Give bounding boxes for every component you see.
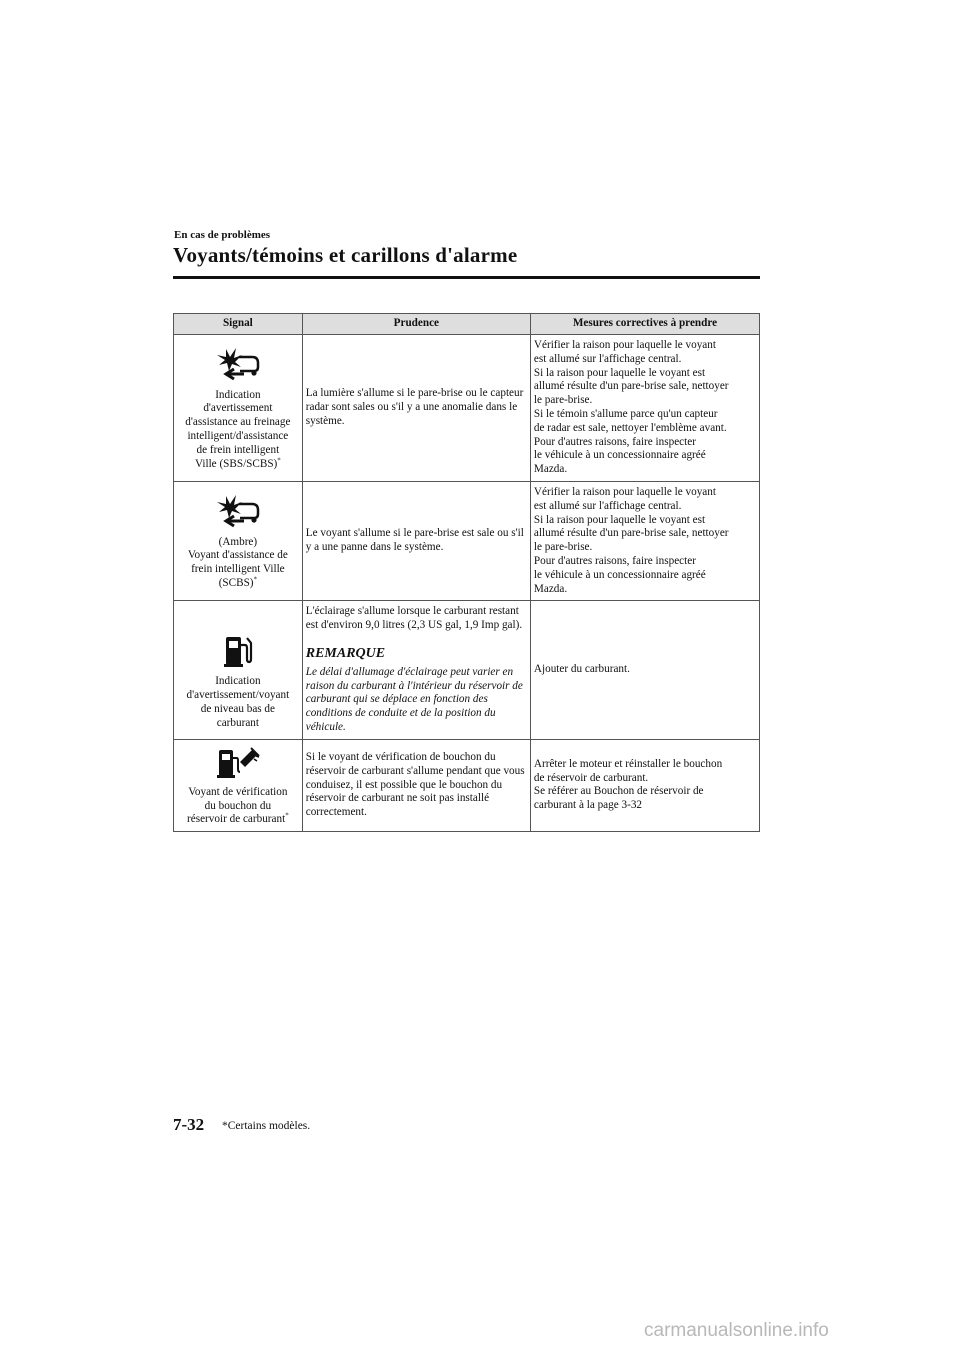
mesures-line: Ajouter du carburant. [533, 663, 630, 676]
signal-cell [174, 335, 303, 482]
column-header-signal: Signal [174, 314, 303, 335]
table-row [174, 481, 760, 600]
mesures-line: de réservoir de carburant. [533, 771, 649, 784]
fuel-cap-check-icon [216, 744, 260, 780]
mesures-line: allumé résulte d'un pare-brise sale, nettoyer [533, 527, 729, 540]
scbs-amber-icon [214, 492, 262, 530]
prudence-cell: Le voyant s'allume si le pare-brise est sale ou s'il y a une panne dans le système. [302, 481, 530, 600]
signal-line: d'avertissement [203, 402, 273, 415]
mesures-line: Si la raison pour laquelle le voyant est [533, 513, 706, 526]
remarque-title: REMARQUE [305, 645, 386, 661]
mesures-line: Mazda. [533, 463, 568, 476]
mesures-line: Arrêter le moteur et réinstaller le bouchon [533, 757, 723, 770]
section-label: En cas de problèmes [174, 229, 271, 241]
remarque-text: Le délai d'allumage d'éclairage peut varier en raison du carburant à l'intérieur du réservoir de carburant qui se déplace en fonction des conditions de conduite et de la position du véhicule. [305, 665, 523, 733]
prudence-cell [302, 601, 530, 739]
signal-line: de niveau bas de [200, 703, 275, 716]
signal-line: (Ambre) [218, 535, 258, 548]
signal-line [177, 813, 299, 827]
signal-line: frein intelligent Ville [191, 563, 285, 576]
model-asterisk: * [285, 811, 289, 820]
mesures-line: Pour d'autres raisons, faire inspecter [533, 435, 696, 448]
mesures-line: est allumé sur l'affichage central. [533, 499, 682, 512]
mesures-cell [530, 335, 759, 482]
signal-line [177, 455, 299, 472]
fuel-pump-icon [223, 633, 253, 669]
signal-line: Voyant de vérification [188, 785, 288, 798]
mesures-line: Si la raison pour laquelle le voyant est [533, 366, 706, 379]
signal-line-text: (SCBS) [218, 576, 254, 589]
signal-line: de frein intelligent [196, 443, 280, 456]
mesures-line: Vérifier la raison pour laquelle le voyant [533, 339, 716, 351]
mesures-line: Pour d'autres raisons, faire inspecter [533, 554, 696, 567]
column-header-prudence: Prudence [302, 314, 530, 335]
mesures-line: le véhicule à un concessionnaire agréé [533, 449, 706, 462]
mesures-line: le pare-brise. [533, 541, 593, 554]
table-header-row [174, 314, 760, 335]
model-asterisk: * [253, 575, 258, 584]
prudence-cell: Si le voyant de vérification de bouchon du réservoir de carburant s'allume pendant que vous conduisez, il est possible que le bouchon du réservoir de carburant ne soit pas installé correctement. [302, 739, 530, 831]
mesures-line: Vérifier la raison pour laquelle le voyant [533, 485, 716, 498]
footnote: *Certains modèles. [222, 1120, 311, 1132]
signal-line: Voyant d'assistance de [187, 549, 288, 562]
mesures-line: Si le témoin s'allume parce qu'un capteur [533, 407, 718, 420]
signal-line: du bouchon du [204, 799, 272, 812]
signal-cell [174, 601, 303, 739]
page-number: 7-32 [173, 1115, 205, 1134]
signal-line [177, 577, 299, 591]
mesures-line: est allumé sur l'affichage central. [533, 352, 682, 365]
mesures-cell [530, 481, 759, 600]
title-rule [173, 276, 760, 279]
signal-line: intelligent/d'assistance [187, 429, 289, 442]
signal-line: Indication [215, 388, 261, 401]
mesures-line: allumé résulte d'un pare-brise sale, nettoyer [533, 380, 729, 393]
signal-line: d'assistance au freinage [185, 416, 291, 429]
mesures-line: Se référer au Bouchon de réservoir de [533, 785, 704, 798]
warning-table [173, 313, 760, 832]
signal-line-text: réservoir de carburant [187, 813, 286, 826]
table-row [174, 335, 760, 482]
mesures-line: Mazda. [533, 582, 568, 595]
mesures-line: carburant à la page 3-32 [533, 799, 643, 812]
model-asterisk: * [277, 455, 281, 464]
watermark: carmanualsonline.info [644, 1320, 829, 1341]
mesures-line: le pare-brise. [533, 394, 593, 407]
signal-line: d'avertissement/voyant [186, 689, 290, 702]
mesures-line: le véhicule à un concessionnaire agréé [533, 568, 706, 581]
signal-line: Indication [215, 675, 261, 688]
prudence-text: L'éclairage s'allume lorsque le carburant restant est d'environ 9,0 litres (2,3 US gal, 1,9 Imp gal). [305, 605, 523, 632]
signal-line-text: Ville (SBS/SCBS) [194, 457, 278, 470]
sbs-scbs-warning-icon [214, 345, 262, 383]
column-header-mesures: Mesures correctives à prendre [530, 314, 759, 335]
table-row [174, 739, 760, 831]
signal-line: carburant [216, 716, 259, 729]
signal-cell [174, 739, 303, 831]
table-row [174, 601, 760, 739]
prudence-cell: La lumière s'allume si le pare-brise ou le capteur radar sont sales ou s'il y a une anomalie dans le système. [302, 335, 530, 482]
mesures-cell [530, 601, 759, 739]
mesures-cell [530, 739, 759, 831]
page-title: Voyants/témoins et carillons d'alarme [173, 243, 518, 267]
mesures-line: de radar est sale, nettoyer l'emblème avant. [533, 421, 727, 434]
signal-cell [174, 481, 303, 600]
